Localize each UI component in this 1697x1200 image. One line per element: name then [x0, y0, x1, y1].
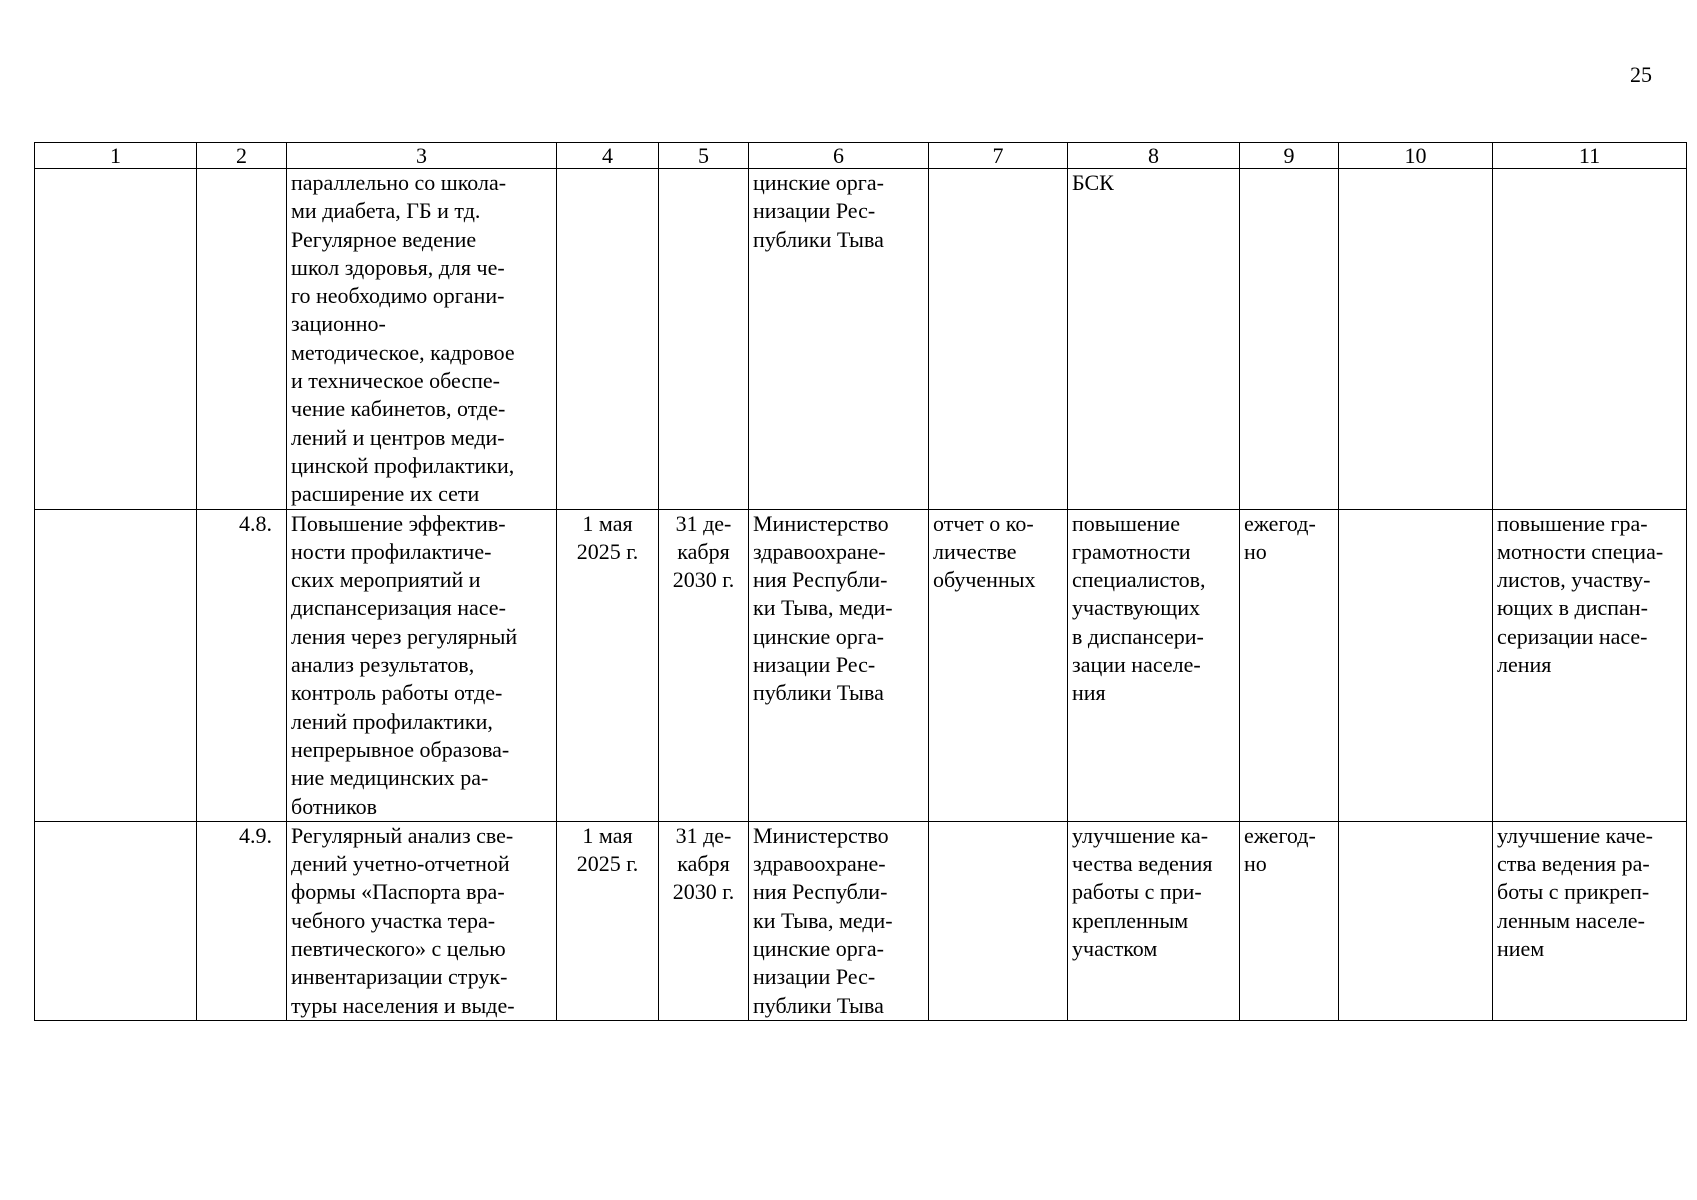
cell-column-11	[1493, 169, 1687, 510]
column-header-1: 1	[35, 143, 197, 169]
cell-report-form: отчет о ко- личестве обученных	[929, 509, 1068, 821]
table-row	[35, 821, 1687, 1020]
column-header-2: 2	[197, 143, 287, 169]
column-header-3: 3	[287, 143, 557, 169]
cell-start-date: 1 мая 2025 г.	[557, 821, 659, 1020]
cell-report-form	[929, 821, 1068, 1020]
cell-item-number: 4.9.	[197, 821, 287, 1020]
column-header-4: 4	[557, 143, 659, 169]
column-header-7: 7	[929, 143, 1068, 169]
cell-section	[35, 821, 197, 1020]
cell-responsible: цинские орга- низации Рес- публики Тыва	[749, 169, 929, 510]
cell-measure-description: параллельно со школа- ми диабета, ГБ и тд. Регулярное ведение школ здоровья, для че- го необходимо органи- зационно- методическое, кадровое и техническое обеспе- чение кабинетов, отде- лений и центров меди- цинской профилактики, расширение их сети	[287, 169, 557, 510]
column-header-8: 8	[1068, 143, 1240, 169]
cell-measure-description: Регулярный анализ све- дений учетно-отчетной формы «Паспорта вра- чебного участка тера- певтического» с целью инвентаризации струк- туры населения и выде-	[287, 821, 557, 1020]
column-header-5: 5	[659, 143, 749, 169]
cell-item-number: 4.8.	[197, 509, 287, 821]
cell-column-10	[1339, 821, 1493, 1020]
column-number-row	[35, 143, 1687, 169]
cell-column-11: улучшение каче- ства ведения ра- боты с прикреп- ленным населе- нием	[1493, 821, 1687, 1020]
cell-end-date: 31 де- кабря 2030 г.	[659, 509, 749, 821]
cell-responsible: Министерство здравоохране- ния Республи- ки Тыва, меди- цинские орга- низации Рес- публики Тыва	[749, 821, 929, 1020]
cell-report-form	[929, 169, 1068, 510]
cell-end-date: 31 де- кабря 2030 г.	[659, 821, 749, 1020]
cell-expected-result: улучшение ка- чества ведения работы с при- крепленным участком	[1068, 821, 1240, 1020]
cell-section	[35, 169, 197, 510]
cell-start-date	[557, 169, 659, 510]
cell-section	[35, 509, 197, 821]
cell-column-10	[1339, 509, 1493, 821]
cell-responsible: Министерство здравоохране- ния Республи- ки Тыва, меди- цинские орга- низации Рес- публики Тыва	[749, 509, 929, 821]
measures-table	[34, 142, 1687, 1021]
column-header-10: 10	[1339, 143, 1493, 169]
cell-end-date	[659, 169, 749, 510]
cell-frequency	[1240, 169, 1339, 510]
cell-column-11: повышение гра- мотности специа- листов, участву- ющих в диспан- серизации насе- ления	[1493, 509, 1687, 821]
column-header-11: 11	[1493, 143, 1687, 169]
column-header-6: 6	[749, 143, 929, 169]
cell-expected-result: БСК	[1068, 169, 1240, 510]
cell-start-date: 1 мая 2025 г.	[557, 509, 659, 821]
page-number: 25	[1630, 62, 1652, 87]
cell-item-number	[197, 169, 287, 510]
table-row	[35, 169, 1687, 510]
cell-frequency: ежегод- но	[1240, 821, 1339, 1020]
table-row	[35, 509, 1687, 821]
cell-frequency: ежегод- но	[1240, 509, 1339, 821]
cell-expected-result: повышение грамотности специалистов, участвующих в диспансери- зации населе- ния	[1068, 509, 1240, 821]
cell-measure-description: Повышение эффектив- ности профилактиче- ских мероприятий и диспансеризация насе- ления через регулярный анализ результатов, контроль работы отде- лений профилактики, непрерывное образова- ние медицинских ра- ботников	[287, 509, 557, 821]
cell-column-10	[1339, 169, 1493, 510]
column-header-9: 9	[1240, 143, 1339, 169]
